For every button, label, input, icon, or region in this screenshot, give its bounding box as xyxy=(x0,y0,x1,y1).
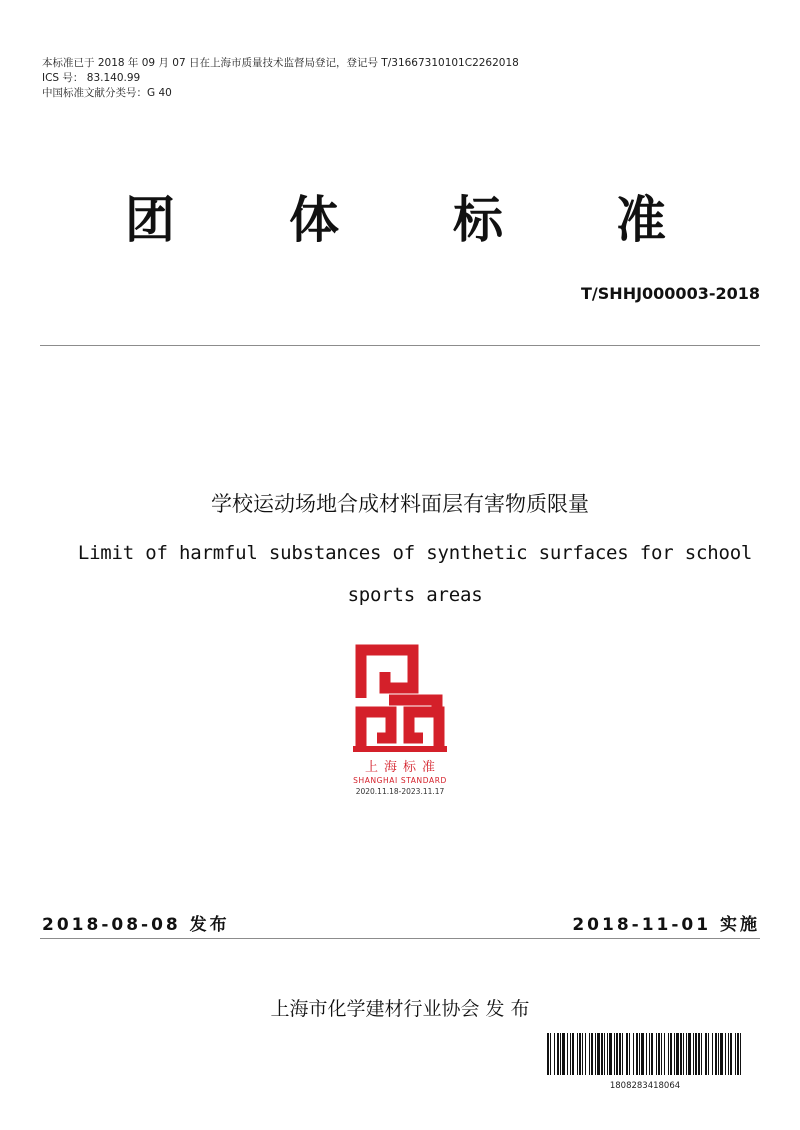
logo-chinese-text: 上海标准 xyxy=(364,760,441,775)
registration-line: 本标准已于 2018 年 09 月 07 日在上海市质量技术监督局登记，登记号 T/31667310101C2262018 xyxy=(42,57,519,69)
doc-type-char: 团 xyxy=(125,191,175,249)
title-english: Limit of harmful substances of synthetic surfaces for school sports areas xyxy=(77,542,753,606)
ics-number: ICS 号： 83.140.99 xyxy=(42,72,141,84)
barcode-icon xyxy=(546,1033,744,1075)
top-divider xyxy=(40,345,760,346)
logo-validity-dates: 2020.11.18-2023.11.17 xyxy=(355,787,445,796)
doc-type-char: 体 xyxy=(289,191,339,249)
logo-english-text: SHANGHAI STANDARD xyxy=(353,776,447,785)
barcode-number: 1808283418064 xyxy=(609,1081,681,1091)
publisher: 上海市化学建材行业协会 发 布 xyxy=(270,998,530,1020)
doc-type-char: 标 xyxy=(453,191,503,249)
standard-number: T/SHHJ000003-2018 xyxy=(581,284,760,303)
shanghai-standard-logo xyxy=(347,642,453,796)
implement-date: 2018-11-01 实施 xyxy=(572,915,760,935)
shanghai-standard-emblem-icon xyxy=(351,642,449,754)
barcode xyxy=(546,1033,744,1091)
document-type-heading xyxy=(0,180,800,249)
title-chinese: 学校运动场地合成材料面层有害物质限量 xyxy=(211,492,589,516)
doc-type-char: 准 xyxy=(616,191,666,249)
issue-date: 2018-08-08 发布 xyxy=(42,915,230,935)
registration-info xyxy=(42,56,519,101)
bottom-divider xyxy=(40,938,760,939)
classification-number: 中国标准文献分类号：G 40 xyxy=(42,87,172,99)
